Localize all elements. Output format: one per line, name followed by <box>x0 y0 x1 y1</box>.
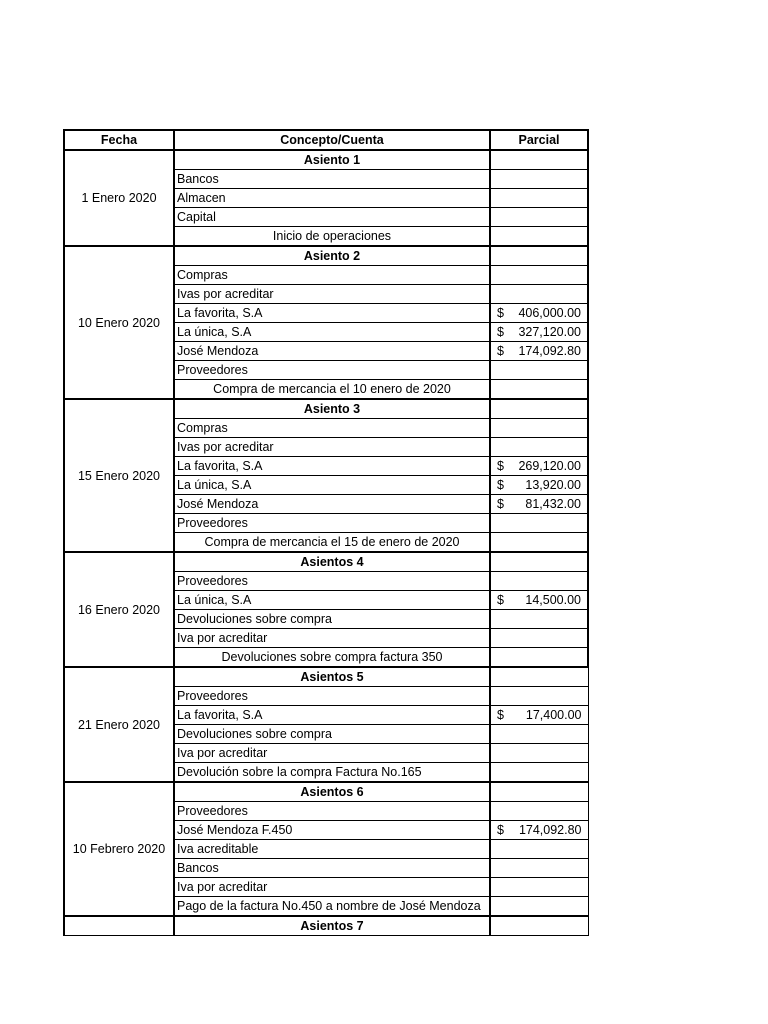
parcial-cell <box>490 246 588 266</box>
parcial-cell <box>490 361 588 380</box>
account-name: Bancos <box>174 859 490 878</box>
account-name: La favorita, S.A <box>174 457 490 476</box>
parcial-cell <box>490 399 588 419</box>
parcial-cell <box>490 495 588 514</box>
currency-symbol: $ <box>497 478 504 492</box>
parcial-cell <box>490 514 588 533</box>
account-name: La única, S.A <box>174 591 490 610</box>
account-name: José Mendoza <box>174 495 490 514</box>
entry-header-row <box>64 399 588 419</box>
currency-symbol: $ <box>497 708 504 722</box>
account-name: Iva por acreditar <box>174 878 490 897</box>
amount <box>493 821 586 839</box>
account-name: Iva por acreditar <box>174 744 490 763</box>
amount <box>493 591 585 609</box>
amount-value: 174,092.80 <box>518 823 582 837</box>
parcial-cell <box>490 897 588 917</box>
account-name: Capital <box>174 208 490 227</box>
entry-description: Devolución sobre la compra Factura No.165 <box>174 763 490 783</box>
amount-value: 406,000.00 <box>518 306 581 320</box>
currency-symbol: $ <box>497 306 504 320</box>
currency-symbol: $ <box>497 344 504 358</box>
parcial-cell <box>490 706 588 725</box>
amount <box>493 323 585 341</box>
currency-symbol: $ <box>497 497 504 511</box>
parcial-cell <box>490 916 588 936</box>
entry-description: Compra de mercancia el 15 de enero de 2020 <box>174 533 490 553</box>
parcial-cell <box>490 821 588 840</box>
parcial-cell <box>490 591 588 610</box>
parcial-cell <box>490 419 588 438</box>
currency-symbol: $ <box>497 823 504 837</box>
amount-value: 14,500.00 <box>525 593 581 607</box>
amount-value: 17,400.00 <box>525 708 582 722</box>
amount <box>493 342 585 360</box>
entry-date: 10 Enero 2020 <box>64 246 174 399</box>
account-name: Proveedores <box>174 514 490 533</box>
entry-date: 21 Enero 2020 <box>64 667 174 782</box>
header-row <box>64 130 588 150</box>
header-fecha: Fecha <box>64 130 174 150</box>
account-name: José Mendoza F.450 <box>174 821 490 840</box>
amount <box>493 495 585 513</box>
amount-value: 81,432.00 <box>525 497 581 511</box>
account-name: Proveedores <box>174 687 490 706</box>
account-name: Bancos <box>174 170 490 189</box>
parcial-cell <box>490 629 588 648</box>
parcial-cell <box>490 744 588 763</box>
entry-date: 16 Enero 2020 <box>64 552 174 667</box>
currency-symbol: $ <box>497 325 504 339</box>
amount-value: 13,920.00 <box>525 478 581 492</box>
account-name: La favorita, S.A <box>174 304 490 323</box>
entry-title: Asientos 6 <box>174 782 490 802</box>
parcial-cell <box>490 323 588 342</box>
parcial-cell <box>490 859 588 878</box>
journal-ledger <box>63 129 589 936</box>
parcial-cell <box>490 438 588 457</box>
entry-description: Devoluciones sobre compra factura 350 <box>174 648 490 668</box>
parcial-cell <box>490 208 588 227</box>
amount-value: 327,120.00 <box>518 325 581 339</box>
parcial-cell <box>490 782 588 802</box>
ledger-body <box>64 150 588 936</box>
entry-header-row <box>64 667 588 687</box>
account-name: Compras <box>174 419 490 438</box>
parcial-cell <box>490 725 588 744</box>
parcial-cell <box>490 840 588 859</box>
account-name: Proveedores <box>174 802 490 821</box>
parcial-cell <box>490 533 588 553</box>
parcial-cell <box>490 227 588 247</box>
entry-title: Asientos 4 <box>174 552 490 572</box>
parcial-cell <box>490 285 588 304</box>
entry-header-row <box>64 246 588 266</box>
entry-title: Asiento 2 <box>174 246 490 266</box>
account-name: Iva acreditable <box>174 840 490 859</box>
parcial-cell <box>490 802 588 821</box>
parcial-cell <box>490 304 588 323</box>
parcial-cell <box>490 170 588 189</box>
entry-date: 1 Enero 2020 <box>64 150 174 246</box>
account-name: Compras <box>174 266 490 285</box>
account-name: José Mendoza <box>174 342 490 361</box>
header-parcial: Parcial <box>490 130 588 150</box>
account-name: La favorita, S.A <box>174 706 490 725</box>
parcial-cell <box>490 150 588 170</box>
entry-description: Compra de mercancia el 10 enero de 2020 <box>174 380 490 400</box>
amount-value: 269,120.00 <box>518 459 581 473</box>
account-name: Proveedores <box>174 361 490 380</box>
amount <box>493 476 585 494</box>
parcial-cell <box>490 687 588 706</box>
parcial-cell <box>490 342 588 361</box>
entry-header-row <box>64 150 588 170</box>
entry-header-row <box>64 916 588 936</box>
parcial-cell <box>490 610 588 629</box>
parcial-cell <box>490 457 588 476</box>
amount <box>493 304 585 322</box>
account-name: Devoluciones sobre compra <box>174 610 490 629</box>
account-name: Proveedores <box>174 572 490 591</box>
amount <box>493 457 585 475</box>
account-name: Ivas por acreditar <box>174 438 490 457</box>
parcial-cell <box>490 380 588 400</box>
account-name: Ivas por acreditar <box>174 285 490 304</box>
parcial-cell <box>490 552 588 572</box>
parcial-cell <box>490 667 588 687</box>
entry-title: Asientos 5 <box>174 667 490 687</box>
entry-header-row <box>64 552 588 572</box>
parcial-cell <box>490 266 588 285</box>
account-name: La única, S.A <box>174 476 490 495</box>
account-name: La única, S.A <box>174 323 490 342</box>
amount <box>493 706 586 724</box>
amount-value: 174,092.80 <box>518 344 581 358</box>
entry-description: Pago de la factura No.450 a nombre de José Mendoza <box>174 897 490 917</box>
account-name: Iva por acreditar <box>174 629 490 648</box>
parcial-cell <box>490 878 588 897</box>
parcial-cell <box>490 763 588 783</box>
parcial-cell <box>490 476 588 495</box>
parcial-cell <box>490 572 588 591</box>
entry-header-row <box>64 782 588 802</box>
entry-date <box>64 916 174 936</box>
account-name: Almacen <box>174 189 490 208</box>
account-name: Devoluciones sobre compra <box>174 725 490 744</box>
entry-description: Inicio de operaciones <box>174 227 490 247</box>
entry-date: 10 Febrero 2020 <box>64 782 174 916</box>
currency-symbol: $ <box>497 593 504 607</box>
entry-title: Asiento 3 <box>174 399 490 419</box>
header-concepto: Concepto/Cuenta <box>174 130 490 150</box>
entry-title: Asientos 7 <box>174 916 490 936</box>
journal-table <box>63 129 589 936</box>
entry-date: 15 Enero 2020 <box>64 399 174 552</box>
entry-title: Asiento 1 <box>174 150 490 170</box>
parcial-cell <box>490 648 588 668</box>
currency-symbol: $ <box>497 459 504 473</box>
parcial-cell <box>490 189 588 208</box>
